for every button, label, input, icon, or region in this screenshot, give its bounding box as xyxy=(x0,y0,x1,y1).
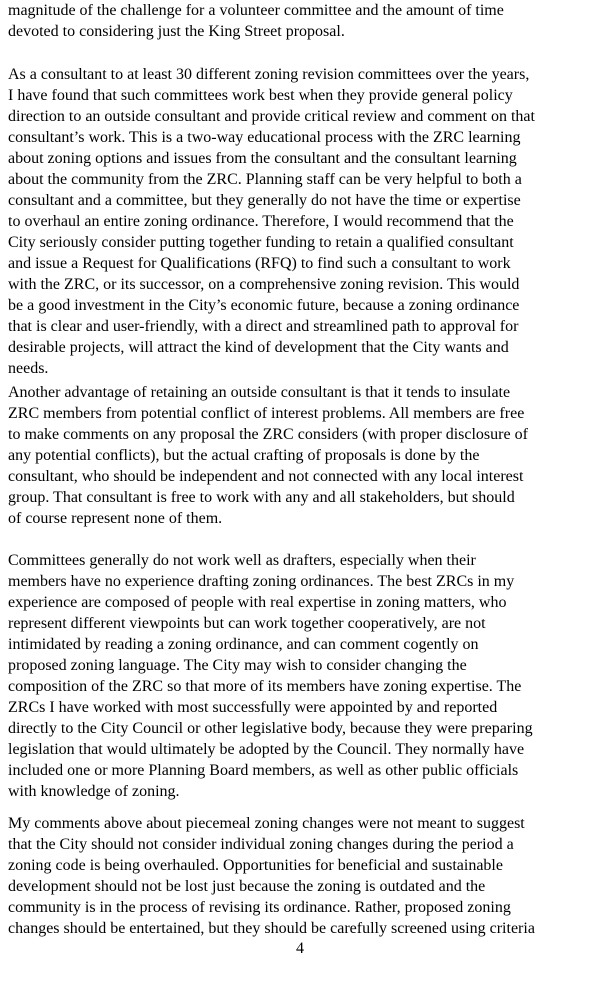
paragraph-2 xyxy=(8,64,535,379)
text-line: members have no experience drafting zoning ordinances. The best ZRCs in my xyxy=(8,573,515,590)
text-line: ZRCs I have worked with most successfully were appointed by and reported xyxy=(8,699,498,716)
text-line: of course represent none of them. xyxy=(8,510,223,527)
text-line: legislation that would ultimately be adopted by the Council. They normally have xyxy=(8,741,525,758)
text-line: that is clear and user-friendly, with a direct and streamlined path to approval for xyxy=(8,318,519,335)
text-line: community is in the process of revising its ordinance. Rather, proposed zoning xyxy=(8,899,511,916)
text-line: be a good investment in the City’s economic future, because a zoning ordinance xyxy=(8,297,520,314)
text-line: Committees generally do not work well as drafters, especially when their xyxy=(8,552,476,569)
text-line: represent different viewpoints but can work together cooperatively, are not xyxy=(8,615,486,632)
text-line: As a consultant to at least 30 different zoning revision committees over the years, xyxy=(8,66,530,83)
text-line: to make comments on any proposal the ZRC considers (with proper disclosure of xyxy=(8,426,528,443)
text-line: with knowledge of zoning. xyxy=(8,783,180,800)
text-line: and issue a Request for Qualifications (RFQ) to find such a consultant to work xyxy=(8,255,511,272)
text-line: with the ZRC, or its successor, on a comprehensive zoning revision. This would xyxy=(8,276,520,293)
text-line: magnitude of the challenge for a volunteer committee and the amount of time xyxy=(8,2,504,19)
text-line: included one or more Planning Board members, as well as other public officials xyxy=(8,762,519,779)
text-line: composition of the ZRC so that more of its members have zoning expertise. The xyxy=(8,678,522,695)
text-line: devoted to considering just the King Street proposal. xyxy=(8,23,345,40)
text-line: consultant and a committee, but they generally do not have the time or expertise xyxy=(8,192,521,209)
text-line: needs. xyxy=(8,360,49,377)
text-line: directly to the City Council or other legislative body, because they were preparing xyxy=(8,720,533,737)
text-line: consultant, who should be independent and not connected with any local interest xyxy=(8,468,524,485)
text-line: zoning code is being overhauled. Opportunities for beneficial and sustainable xyxy=(8,857,503,874)
text-line: ZRC members from potential conflict of interest problems. All members are free xyxy=(8,405,525,422)
paragraph-1 xyxy=(8,0,504,42)
text-line: Another advantage of retaining an outside consultant is that it tends to insulate xyxy=(8,384,511,401)
text-line: desirable projects, will attract the kind of development that the City wants and xyxy=(8,339,509,356)
paragraph-5 xyxy=(8,813,535,939)
page-number: 4 xyxy=(296,940,304,957)
text-line: intimidated by reading a zoning ordinance, and can comment cogently on xyxy=(8,636,479,653)
text-line: My comments above about piecemeal zoning changes were not meant to suggest xyxy=(8,815,525,832)
paragraph-3 xyxy=(8,382,528,529)
text-line: group. That consultant is free to work with any and all stakeholders, but should xyxy=(8,489,515,506)
text-line: consultant’s work. This is a two-way educational process with the ZRC learning xyxy=(8,129,521,146)
text-line: about zoning options and issues from the consultant and the consultant learning xyxy=(8,150,517,167)
text-line: about the community from the ZRC. Planning staff can be very helpful to both a xyxy=(8,171,522,188)
text-line: proposed zoning language. The City may wish to consider changing the xyxy=(8,657,467,674)
text-line: direction to an outside consultant and provide critical review and comment on that xyxy=(8,108,535,125)
paragraph-4 xyxy=(8,550,533,802)
text-line: City seriously consider putting together funding to retain a qualified consultant xyxy=(8,234,514,251)
text-line: development should not be lost just because the zoning is outdated and the xyxy=(8,878,486,895)
text-line: I have found that such committees work best when they provide general policy xyxy=(8,87,513,104)
text-line: that the City should not consider individual zoning changes during the period a xyxy=(8,836,514,853)
text-line: changes should be entertained, but they should be carefully screened using criteria xyxy=(8,920,535,937)
text-line: any potential conflicts), but the actual crafting of proposals is done by the xyxy=(8,447,480,464)
text-line: experience are composed of people with real expertise in zoning matters, who xyxy=(8,594,507,611)
text-line: to overhaul an entire zoning ordinance. Therefore, I would recommend that the xyxy=(8,213,514,230)
